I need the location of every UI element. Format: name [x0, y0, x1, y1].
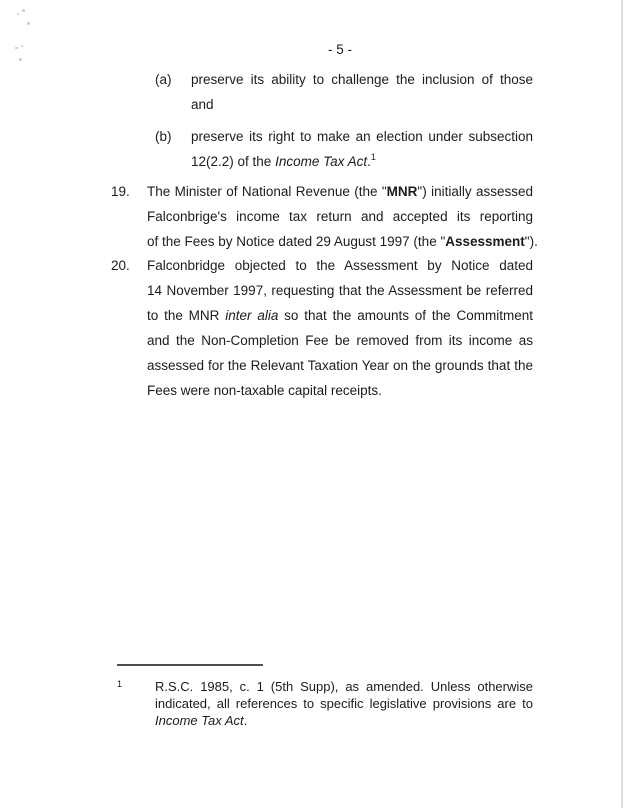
text-line [191, 149, 533, 174]
footnote-line: R.S.C. 1985, c. 1 (5th Supp), as amended. Unless otherwise [155, 679, 533, 694]
text-segment: ") initially assessed [417, 184, 533, 199]
footnote-rule [117, 664, 263, 666]
scan-speckle [21, 45, 23, 47]
footnote-reference: 1 [370, 152, 376, 162]
text-line: and [191, 97, 214, 112]
list-item-b-label: (b) [155, 129, 172, 144]
paragraph-20 [147, 253, 533, 403]
text-line: 14 November 1997, requesting that the Assessment be referred [147, 283, 533, 298]
scan-speckle [17, 13, 19, 15]
text-line: Falconbrige's income tax return and accepted its reporting [147, 209, 533, 224]
text-segment: . [243, 713, 248, 728]
text-line: preserve its right to make an election under subsection [191, 129, 533, 144]
text-segment: of the Fees by Notice dated 29 August 1997 (the " [147, 234, 446, 249]
text-line [147, 229, 538, 254]
latin-phrase: inter alia [225, 308, 279, 323]
footnote-text [155, 678, 533, 729]
statute-name: Income Tax Act [155, 713, 244, 728]
text-line: preserve its ability to challenge the inclusion of those [191, 72, 533, 87]
text-segment: . [367, 154, 371, 169]
text-segment: "). [524, 234, 538, 249]
paragraph-19 [147, 179, 538, 254]
defined-term-assessment: Assessment [445, 234, 525, 249]
text-line [147, 303, 533, 328]
scan-speckle [27, 22, 30, 25]
list-item-b [191, 124, 533, 174]
statute-name: Income Tax Act [275, 154, 368, 169]
text-segment: so that the amounts of the Commitment [284, 308, 533, 323]
text-line: Fees were non-taxable capital receipts. [147, 383, 382, 398]
footnote-line [155, 712, 533, 729]
list-item-a-label: (a) [155, 72, 172, 87]
text-line: and the Non-Completion Fee be removed from its income as [147, 333, 533, 348]
paragraph-20-number: 20. [111, 258, 130, 273]
page-number: - 5 - [327, 42, 352, 57]
text-line: assessed for the Relevant Taxation Year on the grounds that the [147, 358, 533, 373]
scan-speckle [15, 47, 18, 49]
scan-speckle [22, 9, 25, 12]
text-segment: The Minister of National Revenue (the " [147, 184, 387, 199]
text-line: Falconbridge objected to the Assessment by Notice dated [147, 258, 533, 273]
text-segment: to the MNR [147, 308, 226, 323]
footnote-marker: 1 [117, 679, 123, 689]
scan-speckle [19, 58, 22, 61]
text-segment: 12(2.2) of the [191, 154, 276, 169]
paragraph-19-number: 19. [111, 184, 130, 199]
scan-edge-line [621, 0, 623, 808]
text-line [147, 179, 533, 204]
defined-term-mnr: MNR [386, 184, 418, 199]
list-item-a [191, 67, 533, 117]
footnote-line: indicated, all references to specific legislative provisions are to [155, 696, 533, 711]
